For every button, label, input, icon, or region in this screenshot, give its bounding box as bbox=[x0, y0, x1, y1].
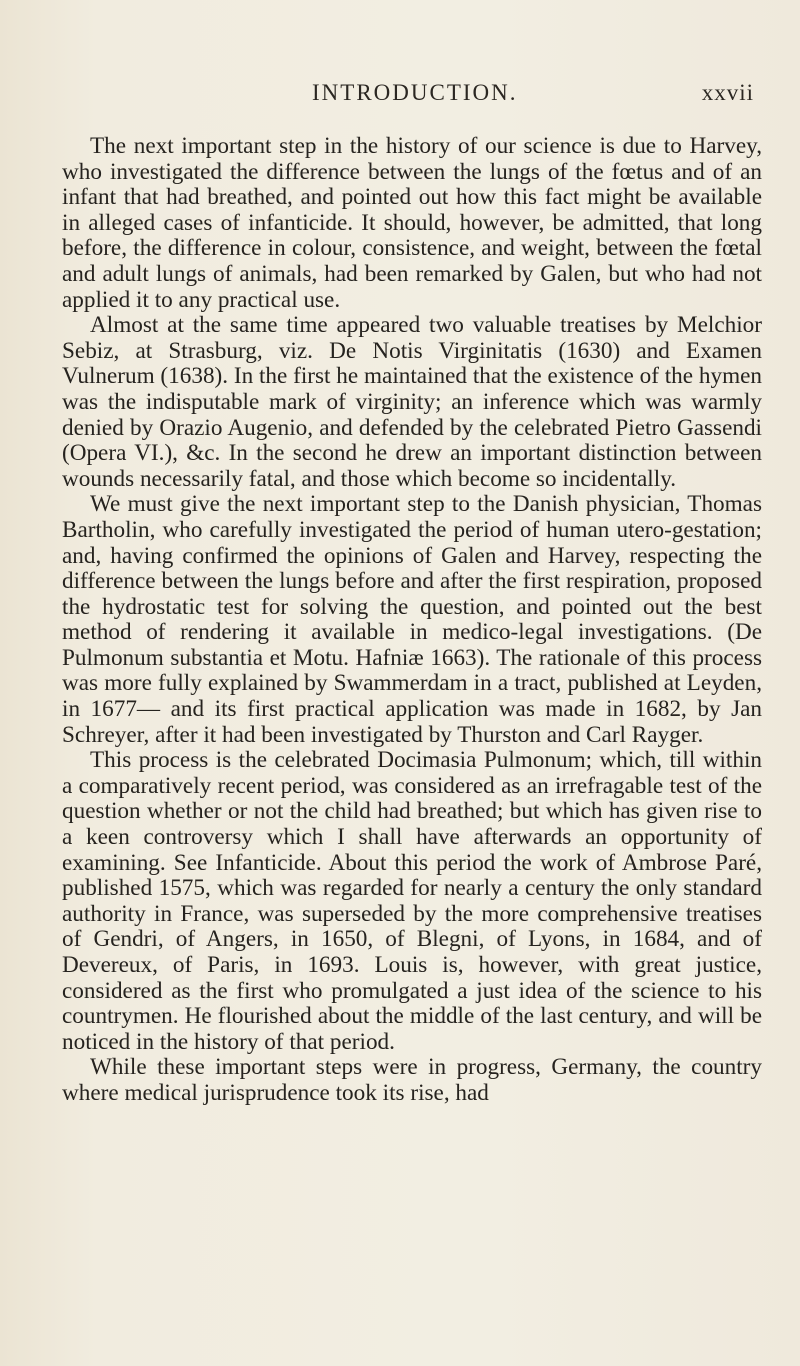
paragraph-bartholin: We must give the next important step to the Danish physician, Thomas Bartholin, who carefully investigated the period of human utero-gestation; and, having confirmed the opinions of Galen and Harvey, respecting the difference between the lungs before and after the first respiration, proposed the hydrostatic test for solving the question, and pointed out the best method of rendering it available in medico-legal investigations. (De Pulmonum substantia et Motu. Hafniæ 1663). The rationale of this process was more fully explained by Swammerdam in a tract, published at Leyden, in 1677— and its first practical application was made in 1682, by Jan Schreyer, after it had been investigated by Thurston and Carl Rayger. bbox=[62, 491, 762, 748]
paragraph-harvey: The next important step in the history of our science is due to Harvey, who investigated the difference between the lungs of the fœtus and of an infant that had breathed, and pointed out how this fact might be available in alleged cases of infanticide. It should, however, be admitted, that long before, the difference in colour, consistence, and weight, between the fœtal and adult lungs of animals, had been remarked by Galen, but who had not applied it to any practical use. bbox=[62, 133, 762, 313]
running-head bbox=[62, 80, 762, 114]
paragraph-germany: While these important steps were in progress, Germany, the country where medical jurisprudence took its rise, had bbox=[62, 1054, 762, 1106]
body-text bbox=[62, 134, 762, 1107]
paragraph-sebiz: Almost at the same time appeared two valuable treatises by Melchior Sebiz, at Strasburg, viz. De Notis Virginitatis (1630) and Examen Vulnerum (1638). In the first he maintained that the existence of the hymen was the indisputable mark of virginity; an inference which was warmly denied by Orazio Augenio, and defended by the celebrated Pietro Gassendi (Opera VI.), &c. In the second he drew an important distinction between wounds necessarily fatal, and those which become so incidentally. bbox=[62, 312, 762, 492]
running-title: INTRODUCTION. bbox=[312, 80, 518, 105]
page-number: xxvii bbox=[701, 80, 754, 105]
paragraph-docimasia: This process is the celebrated Docimasia Pulmonum; which, till within a comparatively recent period, was considered as an irrefragable test of the question whether or not the child had breathed; but which has given rise to a keen controversy which I shall have afterwards an opportunity of examining. See Infanticide. About this period the work of Ambrose Paré, published 1575, which was regarded for nearly a century the only standard authority in France, was superseded by the more comprehensive treatises of Gendri, of Angers, in 1650, of Blegni, of Lyons, in 1684, and of Devereux, of Paris, in 1693. Louis is, however, with great justice, considered as the first who promulgated a just idea of the science to his countrymen. He flourished about the middle of the last century, and will be noticed in the history of that period. bbox=[62, 747, 762, 1055]
